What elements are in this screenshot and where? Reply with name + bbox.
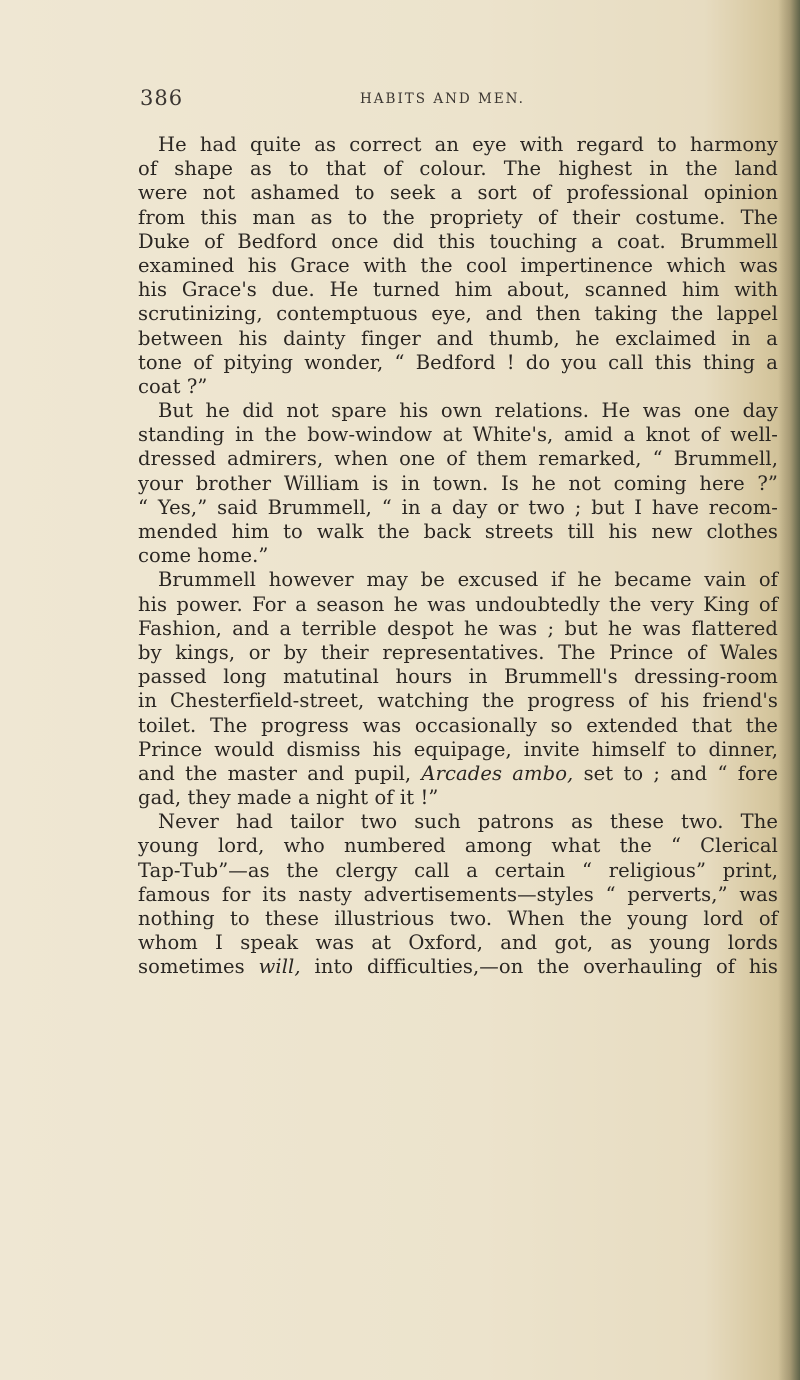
text-line: come home.” — [138, 544, 269, 568]
text-line: nothing to these illustrious two. When the young lord of — [138, 907, 778, 930]
text-line: famous for its nasty advertisements—styles “ perverts,” was — [138, 882, 778, 906]
text-line: standing in the bow-window at White's, amid a knot of well- — [138, 423, 778, 447]
text-segment: set to ; and “ fore — [583, 761, 778, 785]
text-line-with-italic — [138, 955, 778, 979]
text-line: in Chesterfield-street, watching the progress of his friend's — [138, 689, 778, 713]
text-line: toilet. The progress was occasionally so extended that the — [138, 713, 778, 737]
text-line: were not ashamed to seek a sort of professional opinion — [138, 181, 778, 205]
text-line: He had quite as correct an eye with regard to harmony — [158, 133, 778, 156]
text-line: scrutinizing, contemptuous eye, and then taking the lappel — [138, 302, 778, 326]
text-line: But he did not spare his own relations. He was one day — [158, 399, 778, 423]
text-line: of shape as to that of colour. The highest in the land — [138, 157, 778, 181]
text-line: from this man as to the propriety of their costume. The — [138, 205, 778, 229]
page-edge-shadow — [778, 0, 800, 1380]
italic-phrase: Arcades ambo, — [421, 761, 574, 785]
text-line: Prince would dismiss his equipage, invite himself to dinner, — [138, 737, 778, 761]
text-line: gad, they made a night of it !” — [138, 786, 439, 810]
text-line: between his dainty finger and thumb, he exclaimed in a — [138, 326, 778, 350]
body-text — [138, 133, 778, 980]
text-line: his Grace's due. He turned him about, scanned him with — [138, 278, 778, 302]
text-line: Never had tailor two such patrons as these two. The — [158, 810, 778, 834]
text-line: tone of pitying wonder, “ Bedford ! do you call this thing a — [138, 350, 778, 374]
text-line: young lord, who numbered among what the “ Clerical — [138, 834, 778, 858]
text-line: his power. For a season he was undoubtedly the very King of — [138, 592, 778, 616]
text-line: coat ?” — [138, 374, 208, 398]
text-line: Brummell however may be excused if he became vain of — [158, 568, 778, 592]
text-line: by kings, or by their representatives. The Prince of Wales — [138, 640, 778, 664]
text-line: examined his Grace with the cool impertinence which was — [138, 253, 778, 277]
text-line: passed long matutinal hours in Brummell's dressing-room — [138, 665, 778, 689]
page-header — [140, 86, 780, 116]
text-line: mended him to walk the back streets till his new clothes — [138, 520, 778, 543]
text-line: Fashion, and a terrible despot he was ; but he was flattered — [138, 616, 778, 640]
page-number: 386 — [140, 86, 184, 110]
text-line: dressed admirers, when one of them remarked, “ Brummell, — [138, 447, 778, 471]
text-line: Duke of Bedford once did this touching a coat. Brummell — [138, 229, 778, 253]
italic-word: will, — [258, 955, 301, 979]
text-line: your brother William is in town. Is he not coming here ?” — [138, 471, 778, 495]
running-head: HABITS AND MEN. — [360, 91, 525, 107]
text-segment: sometimes — [138, 955, 245, 979]
text-line-with-italic — [138, 762, 778, 786]
text-line: “ Yes,” said Brummell, “ in a day or two ; but I have recom- — [138, 495, 778, 519]
text-segment: and the master and pupil, — [138, 761, 412, 785]
text-segment: into difficulties,—on the overhauling of his — [314, 955, 778, 979]
text-line: whom I speak was at Oxford, and got, as young lords — [138, 931, 778, 955]
text-line: Tap-Tub”—as the clergy call a certain “ religious” print, — [138, 858, 778, 882]
